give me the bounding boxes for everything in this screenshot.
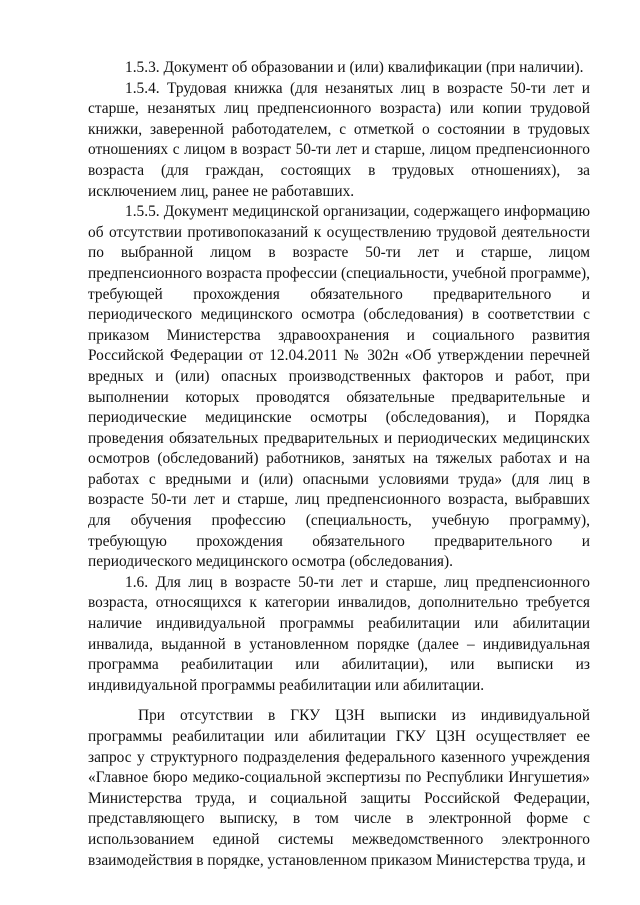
- paragraph-1-5-4: 1.5.4. Трудовая книжка (для незанятых лиц в возрасте 50-ти лет и старше, незанятых лиц предпенсионного возраста) или копии трудовой книжки, заверенной работодателем, с отметкой о состоянии в трудовых отношениях с лицом в возраст 50-ти лет и старше, лицом предпенсионного возраста (для граждан, состоящих в трудовых отношениях), за исключением лиц, ранее не работавших.: [88, 79, 590, 200]
- paragraph-request: При отсутствии в ГКУ ЦЗН выписки из индивидуальной программы реабилитации или абилитации ГКУ ЦЗН осуществляет ее запрос у структурного подразделения федерального казенного учреждения «Главное бюро медико-социальной экспертизы по Республики Ингушетия» Министерства труда, и социальной защиты Российской Федерации, представляющего выписку, в том числе в электронной форме с использованием единой системы межведомственного электронного взаимодействия в порядке, установленном приказом Министерства труда, и: [88, 707, 590, 869]
- paragraph-1-5-3: 1.5.3. Документ об образовании и (или) квалификации (при наличии).: [125, 59, 584, 76]
- paragraph-1-6: 1.6. Для лиц в возрасте 50-ти лет и старше, лиц предпенсионного возраста, относящихся к категории инвалидов, дополнительно требуется наличие индивидуальной программы реабилитации или абилитации инвалида, выданной в установленном порядке (далее – индивидуальная программа реабилитации или абилитации), или выписки из индивидуальной программы реабилитации или абилитации.: [88, 573, 590, 694]
- paragraph-1-5-5: 1.5.5. Документ медицинской организации, содержащего информацию об отсутствии противопоказаний к осуществлению трудовой деятельности по выбранной лицом в возрасте 50-ти лет и старше, лицом предпенсионного возраста профессии (специальности, учебной программе), требующей прохождения обязательного предварительного и периодического медицинского осмотра (обследования) в соответствии с приказом Министерства здравоохранения и социального развития Российской Федерации от 12.04.2011 № 302н «Об утверждении перечней вредных и (или) опасных производственных факторов и работ, при выполнении которых проводятся обязательные предварительные и периодические медицинские осмотры (обследования), и Порядка проведения обязательных предварительных и периодических медицинских осмотров (обследований) работников, занятых на тяжелых работах и на работах с вредными и (или) опасными условиями труда» (для лиц в возрасте 50-ти лет и старше, лиц предпенсионного возраста, выбравших для обучения профессию (специальность, учебную программу), требующую прохождения обязательного предварительного и периодического медицинского осмотра (обследования).: [88, 203, 590, 571]
